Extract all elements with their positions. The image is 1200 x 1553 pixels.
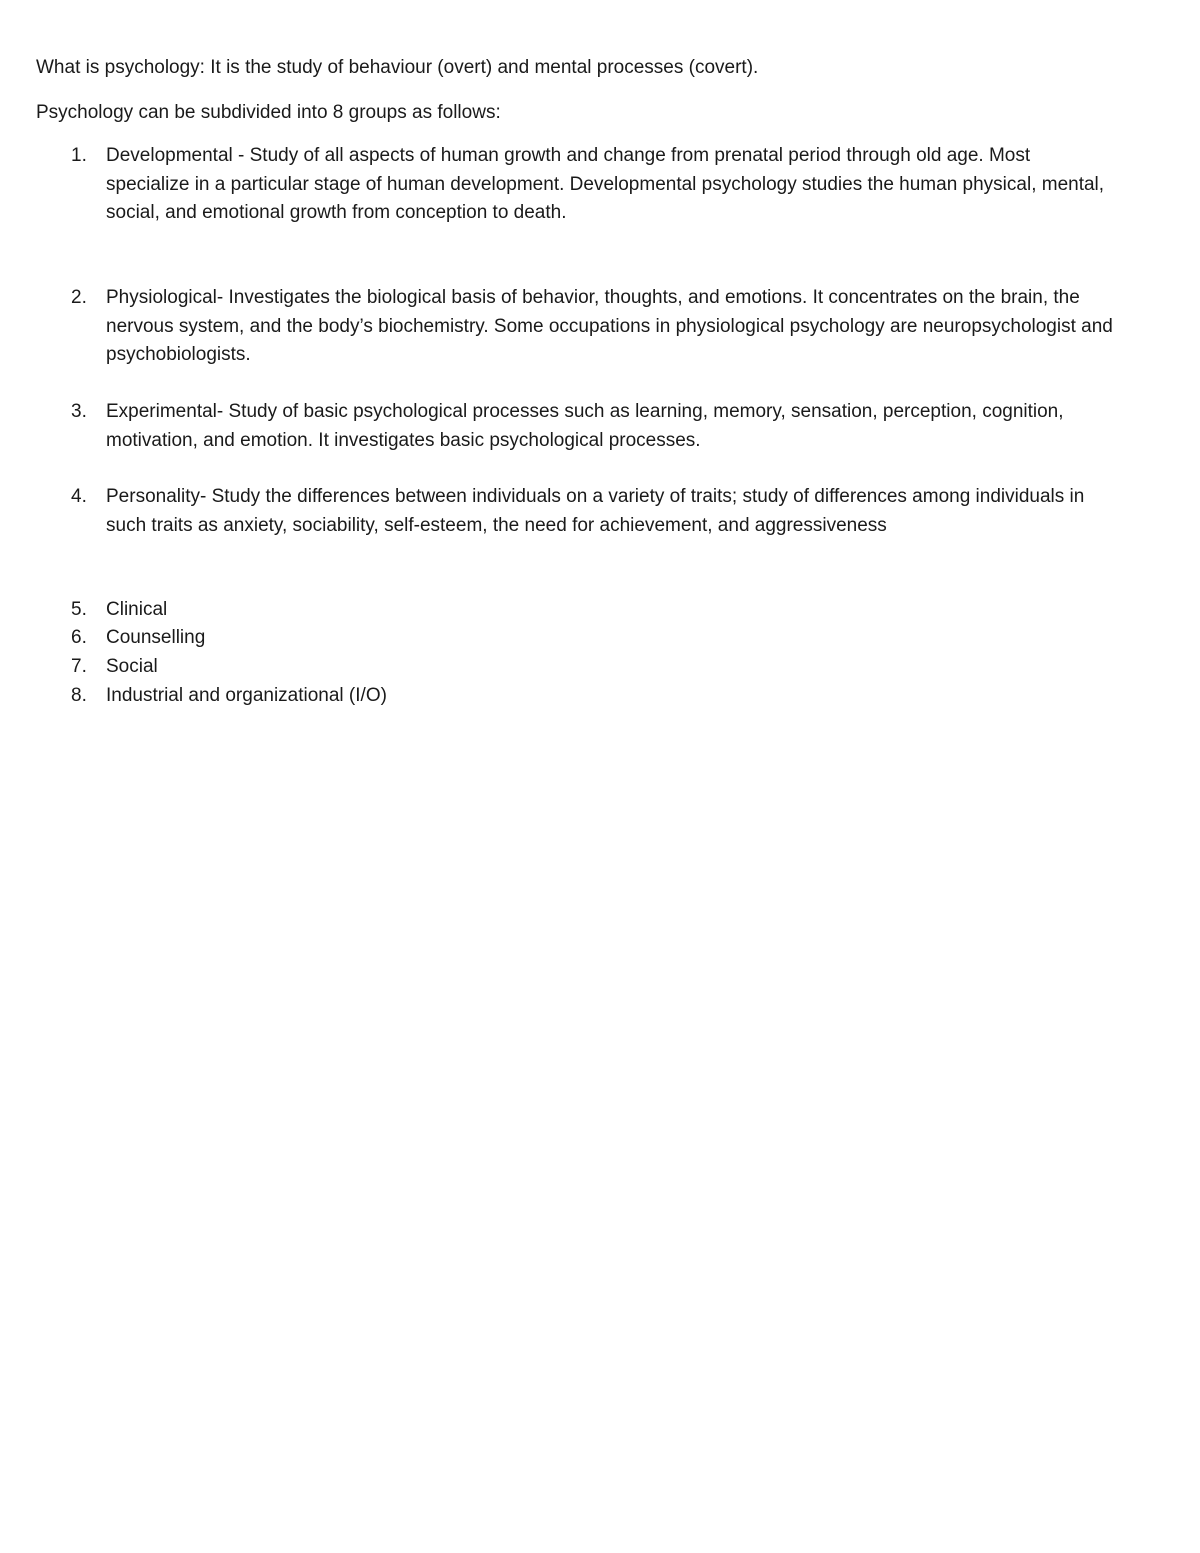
list-item-text bbox=[106, 624, 1166, 653]
list-item-line: specialize in a particular stage of human development. Developmental psychology studies the human physical, mental, bbox=[106, 173, 1105, 195]
intro-subdivision: Psychology can be subdivided into 8 groups as follows: bbox=[36, 102, 501, 123]
list-item-line: motivation, and emotion. It investigates basic psychological processes. bbox=[106, 429, 701, 451]
list-item-text bbox=[106, 682, 1166, 711]
list-item-line: social, and emotional growth from conception to death. bbox=[106, 202, 567, 223]
list-number: 4. bbox=[71, 486, 87, 507]
list-item-line: psychobiologists. bbox=[106, 344, 251, 365]
list-item-line: Industrial and organizational (I/O) bbox=[106, 685, 387, 706]
list-item-text bbox=[106, 653, 1166, 682]
intro-definition: What is psychology: It is the study of behaviour (overt) and mental processes (covert). bbox=[36, 57, 759, 78]
list-item-line: Clinical bbox=[106, 599, 168, 620]
list-item-text bbox=[106, 284, 1166, 370]
list-number: 5. bbox=[71, 599, 87, 620]
list-item-text bbox=[106, 596, 1166, 625]
list-item-text bbox=[106, 483, 1166, 540]
list-item-line: Experimental- Study of basic psychological processes such as learning, memory, sensation, perception, cognition, bbox=[106, 401, 1064, 422]
list-number: 6. bbox=[71, 627, 87, 648]
list-number: 7. bbox=[71, 656, 87, 677]
list-number: 1. bbox=[71, 145, 87, 166]
list-item-line: Personality- Study the differences between individuals on a variety of traits; study of differences among individuals in bbox=[106, 486, 1085, 507]
list-item-text bbox=[106, 398, 1166, 455]
list-number: 8. bbox=[71, 685, 87, 706]
list-number: 3. bbox=[71, 401, 87, 422]
list-item-line: Physiological- Investigates the biological basis of behavior, thoughts, and emotions. It concentrates on the brain, the bbox=[106, 287, 1080, 308]
list-number: 2. bbox=[71, 287, 87, 308]
list-item-line: Social bbox=[106, 656, 158, 677]
list-item-line: such traits as anxiety, sociability, self-esteem, the need for achievement, and aggressiveness bbox=[106, 514, 887, 536]
list-item-line: Counselling bbox=[106, 627, 206, 648]
list-item-text bbox=[106, 142, 1166, 228]
list-item-line: Developmental - Study of all aspects of human growth and change from prenatal period through old age. Most bbox=[106, 145, 1031, 166]
list-item-line: nervous system, and the body’s biochemistry. Some occupations in physiological psychology are neuropsychologist and bbox=[106, 315, 1113, 337]
